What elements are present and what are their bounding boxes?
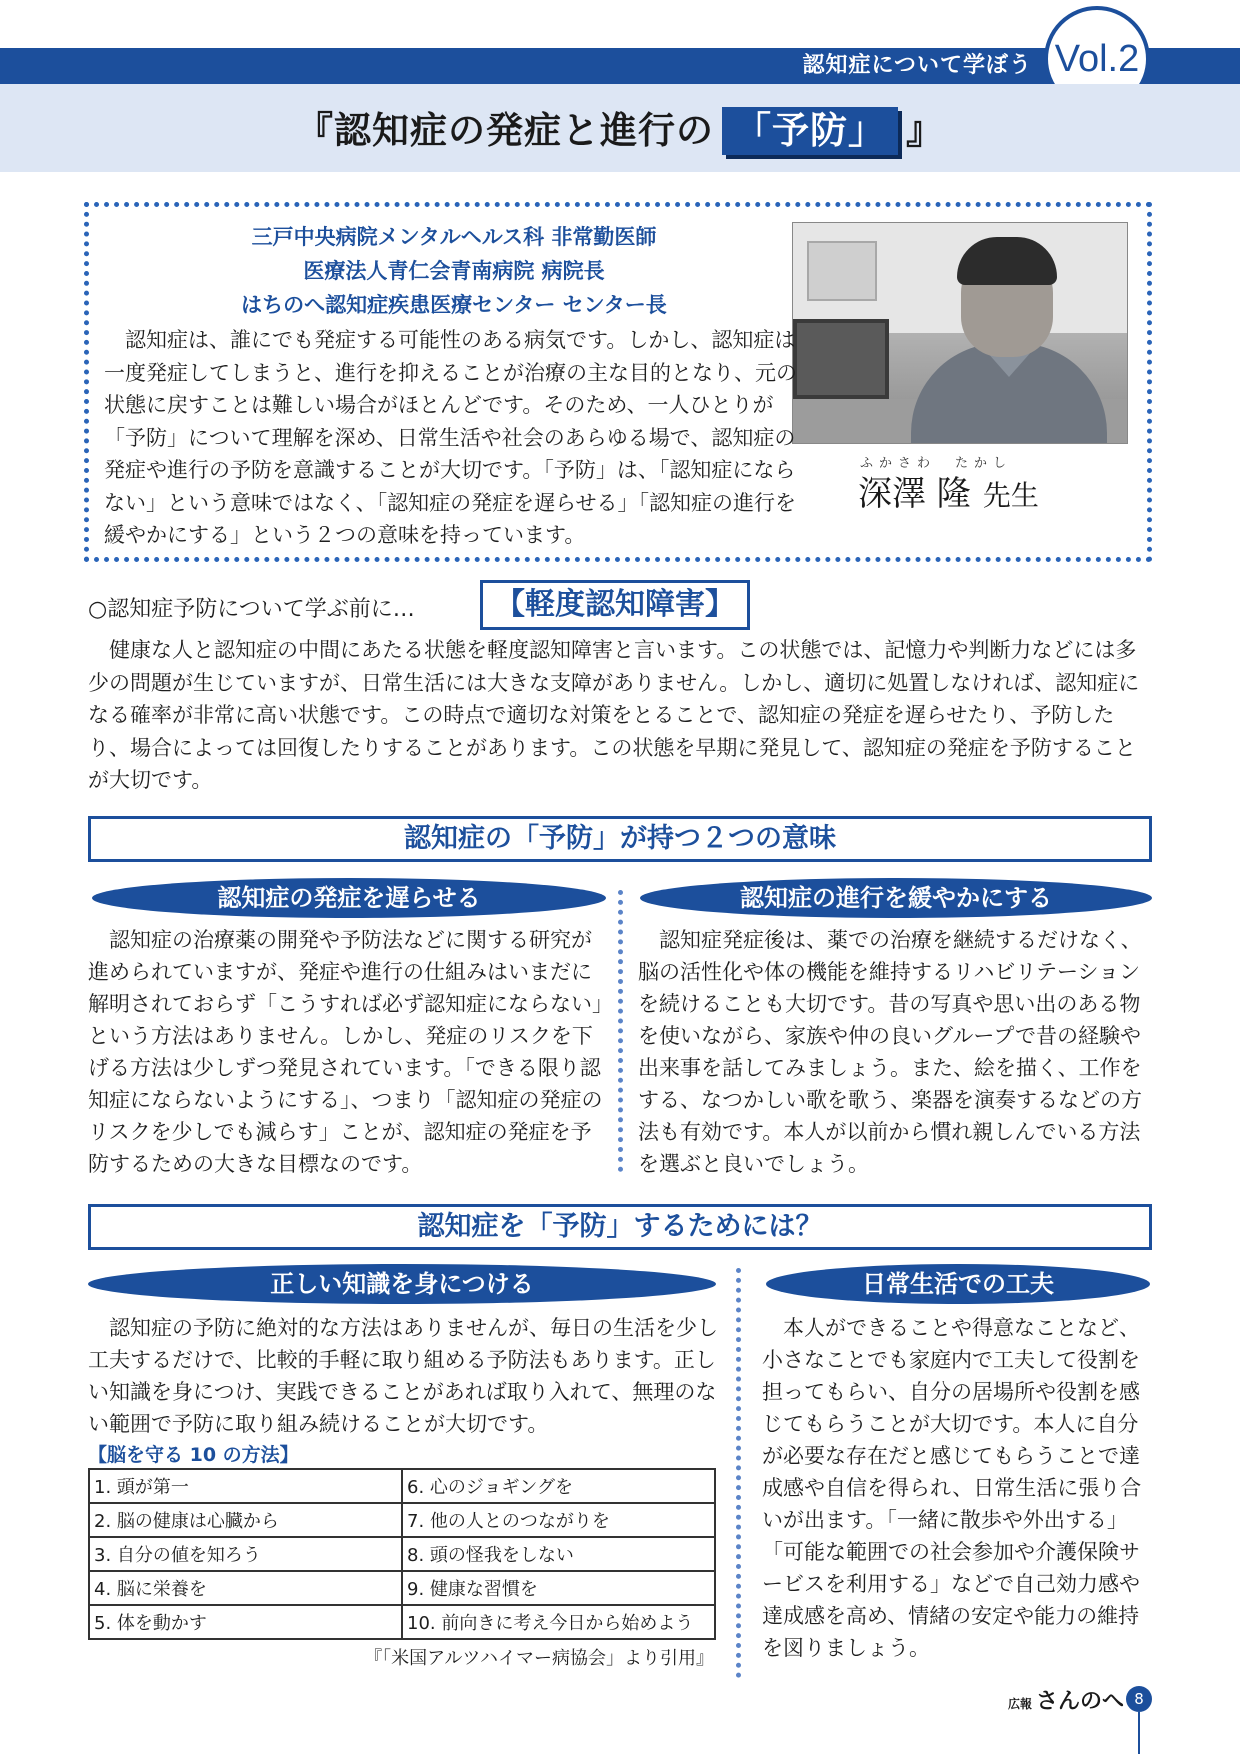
affiliation-1: 三戸中央病院メンタルヘルス科 非常勤医師: [251, 225, 657, 249]
section1-heading: 認知症の「予防」が持つ２つの意味: [88, 816, 1152, 862]
doctor-affiliations: [134, 220, 774, 322]
table-cell: 2. 脳の健康は心臓から: [89, 1503, 402, 1537]
brain-methods-table: [88, 1468, 716, 1640]
publication-title: さんのへ: [1036, 1689, 1125, 1714]
publication-prefix: 広報: [1008, 1697, 1033, 1711]
table-cell: 3. 自分の値を知ろう: [89, 1537, 402, 1571]
doctor-name-ruby: ふかさわ たかし: [860, 456, 1013, 471]
affiliation-3: はちのへ認知症疾患医療センター センター長: [241, 293, 667, 317]
page-number: 8: [1126, 1686, 1152, 1712]
series-title: 認知症について学ぼう: [802, 53, 1032, 78]
section1-right-text: 認知症発症後は、薬での治療を継続するだけなく、脳の活性化や体の機能を維持するリハビリテーションを続けることも大切です。昔の写真や思い出のある物を使いながら、家族や仲の良いグループで昔の経験や出来事を話してみましょう。また、絵を描く、工作をする、なつかしい歌を歌う、楽器を演奏するなどの方法も有効です。本人が以前から慣れ親しんでいる方法を選ぶと良いでしょう。: [638, 928, 1142, 1176]
section1-left-text: 認知症の治療薬の開発や予防法などに関する研究が進められていますが、発症や進行の仕組みはいまだに解明されておらず「こうすれば必ず認知症にならない」という方法はありません。しかし、発症のリスクを下げる方法は少しずつ発見されています。「できる限り認知症にならないようにする」、つまり「認知症の発症のリスクを少しでも減らす」ことが、認知症の発症を予防するための大きな目標なのです。: [88, 928, 603, 1176]
doctor-honorific: 先生: [982, 479, 1039, 512]
table-row: [89, 1537, 715, 1571]
doctor-name-text: 深澤 隆: [858, 474, 971, 514]
section2-left-text: 認知症の予防に絶対的な方法はありませんが、毎日の生活を少し工夫するだけで、比較的手軽に取り組める予防法もあります。正しい知識を身につけ、実践できることがあれば取り入れて、無理のない範囲で予防に取り組み続けることが大切です。: [88, 1316, 718, 1436]
mci-lead: ○認知症予防について学ぶ前に…: [88, 597, 415, 622]
section1-right-title: 認知症の進行を緩やかにする: [640, 878, 1152, 918]
affiliation-2: 医療法人青仁会青南病院 病院長: [303, 259, 605, 283]
intro-paragraph: [104, 324, 1136, 552]
table-row: [89, 1503, 715, 1537]
volume-badge: Vol.2: [1044, 6, 1150, 112]
section2-right-title: 日常生活での工夫: [766, 1264, 1150, 1304]
section2-heading: 認知症を「予防」するためには？: [88, 1204, 1152, 1250]
column-divider-2: [736, 1268, 741, 1678]
mci-badge: 【軽度認知障害】: [480, 580, 750, 630]
table-title: 【脳を守る 10 の方法】: [88, 1444, 299, 1466]
publication-name: [1008, 1684, 1124, 1715]
column-divider-1: [618, 890, 623, 1172]
section2-right-text: 本人ができることや得意なことなど、小さなことでも家庭内で工夫して役割を担ってもらい、自分の居場所や役割を感じてもらうことが大切です。本人に自分が必要な存在だと感じてもらうことで達成感や自信を得られ、日常生活に張り合いが出ます。「一緒に散歩や外出する」「可能な範囲での社会参加や介護保険サービスを利用する」などで自己効力感や達成感を高め、情緒の安定や能力の維持を図りましょう。: [762, 1316, 1142, 1660]
table-row: [89, 1605, 715, 1639]
table-citation: 『「米国アルツハイマー病協会」より引用』: [364, 1648, 714, 1669]
table-cell: 7. 他の人とのつながりを: [402, 1503, 715, 1537]
table-row: [89, 1571, 715, 1605]
title-pre: 『認知症の発症と進行の: [296, 109, 714, 152]
table-cell: 5. 体を動かす: [89, 1605, 402, 1639]
intro-text: 認知症は、誰にでも発症する可能性のある病気です。しかし、認知症は一度発症してしまうと、進行を抑えることが治療の主な目的となり、元の状態に戻すことは難しい場合がほとんどです。そのため、一人ひとりが「予防」について理解を深め、日常生活や社会のあらゆる場で、認知症の発症や進行の予防を意識することが大切です。「予防」は、「認知症にならない」という意味ではなく、「認知症の発症を遅らせる」「認知症の進行を緩やかにする」という２つの意味を持っています。: [104, 328, 797, 547]
page-line: [1138, 1712, 1140, 1754]
table-row: [89, 1469, 715, 1503]
page-title: [0, 100, 1240, 155]
table-cell: 6. 心のジョギングを: [402, 1469, 715, 1503]
title-post: 』: [906, 109, 944, 152]
table-cell: 8. 頭の怪我をしない: [402, 1537, 715, 1571]
table-cell: 4. 脳に栄養を: [89, 1571, 402, 1605]
title-highlight: 「予防」: [722, 107, 898, 155]
table-cell: 1. 頭が第一: [89, 1469, 402, 1503]
section2-left-title: 正しい知識を身につける: [88, 1264, 716, 1304]
table-cell: 10. 前向きに考え今日から始めよう: [402, 1605, 715, 1639]
mci-text: 健康な人と認知症の中間にあたる状態を軽度認知障害と言います。この状態では、記憶力や判断力などには多少の問題が生じていますが、日常生活には大きな支障がありません。しかし、適切に処置しなければ、認知症になる確率が非常に高い状態です。この時点で適切な対策をとることで、認知症の発症を遅らせたり、予防したり、場合によっては回復したりすることがあります。この状態を早期に発見して、認知症の発症を予防することが大切です。: [88, 638, 1140, 792]
table-cell: 9. 健康な習慣を: [402, 1571, 715, 1605]
section1-left-title: 認知症の発症を遅らせる: [92, 878, 606, 918]
